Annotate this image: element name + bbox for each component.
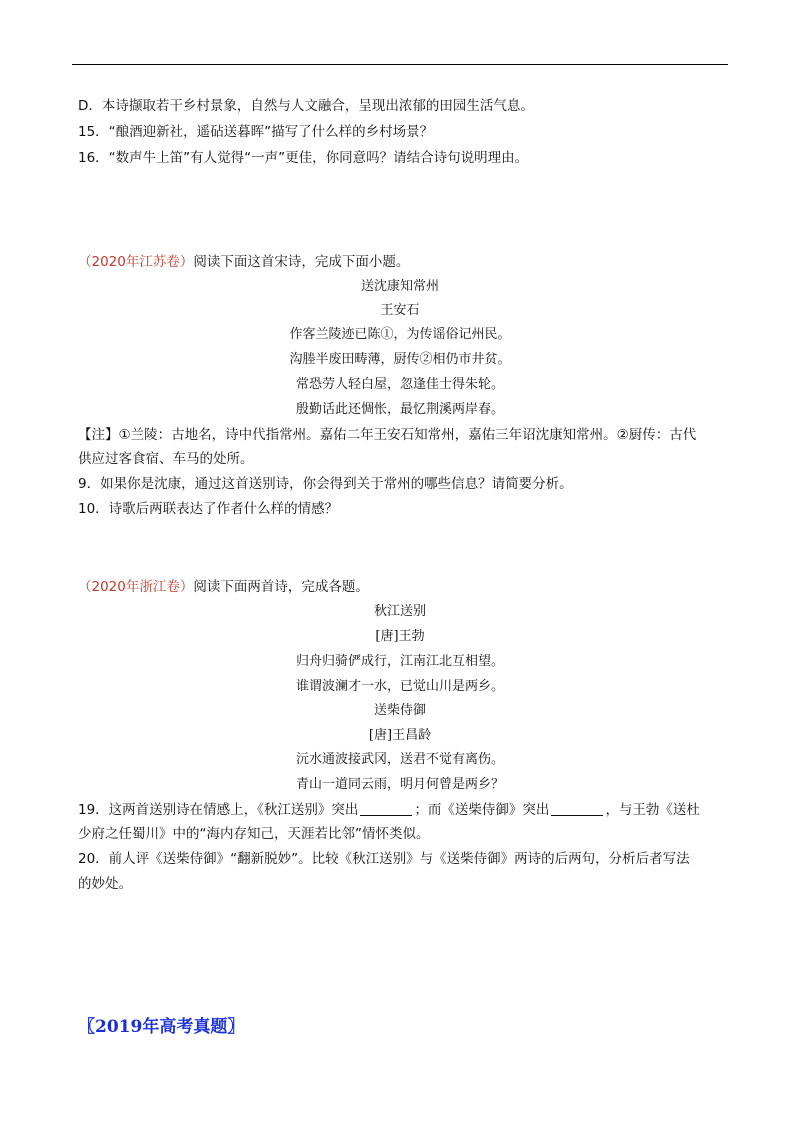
- answer-blank-2[interactable]: [551, 801, 603, 816]
- jiangsu-intro-line: [78, 250, 728, 274]
- question-20-line2: 的妙处。: [78, 876, 132, 892]
- jiangsu-poem-line: 作客兰陵迹已陈①，为传谣俗记州民。: [289, 327, 511, 342]
- poem1-title: 秋江送别: [373, 604, 426, 619]
- poem1-line: 谁谓波澜才一水，已觉山川是两乡。: [295, 679, 504, 694]
- zhejiang-intro: 阅读下面两首诗，完成各题。: [193, 579, 369, 595]
- zhejiang-intro-line: [78, 575, 728, 599]
- question-19-line1: [78, 798, 728, 822]
- header-rule: [72, 64, 728, 65]
- question-15: 15．“酿酒迎新社，遥砧送暮晖”描写了什么样的乡村场景？: [78, 124, 434, 140]
- poem2-line: 青山一道同云雨，明月何曾是两乡？: [295, 777, 504, 792]
- poem2-title: 送柴侍御: [373, 703, 426, 718]
- section-heading-2019: 〖2019年高考真题〗: [78, 1017, 245, 1037]
- q19-text-b: ；而《送柴侍御》突出: [414, 802, 550, 818]
- jiangsu-note-line2: 供应过客食宿、车马的处所。: [78, 451, 254, 467]
- poem2-author: [唐]王昌龄: [368, 728, 432, 743]
- jiangsu-source: （2020年江苏卷）: [78, 254, 194, 270]
- zhejiang-source: （2020年浙江卷）: [78, 579, 194, 595]
- option-d: D．本诗撷取若干乡村景象，自然与人文融合，呈现出浓郁的田园生活气息。: [78, 98, 534, 114]
- jiangsu-poem-title: 送沈康知常州: [360, 279, 439, 294]
- question-20-line1: 20．前人评《送柴侍御》“翻新脱妙”。比较《秋江送别》与《送柴侍御》两诗的后两句，分析后者写法: [78, 851, 690, 867]
- question-10: 10．诗歌后两联表达了作者什么样的情感？: [78, 501, 339, 517]
- answer-blank-1[interactable]: [360, 801, 412, 816]
- jiangsu-intro: 阅读下面这首宋诗，完成下面小题。: [193, 254, 410, 270]
- poem1-line: 归舟归骑俨成行，江南江北互相望。: [295, 654, 504, 669]
- jiangsu-poem-line: 常恐劳人轻白屋，忽逢佳士得朱轮。: [295, 377, 504, 392]
- q19-text-c: ，与王勃《送杜: [605, 802, 700, 818]
- question-16: 16．“数声牛上笛”有人觉得“一声”更佳，你同意吗？请结合诗句说明理由。: [78, 150, 529, 166]
- jiangsu-note-line1: 【注】①兰陵：古地名，诗中代指常州。嘉佑二年王安石知常州，嘉佑三年诏沈康知常州。②厨传：古代: [78, 427, 697, 443]
- poem1-author: [唐]王勃: [375, 629, 425, 644]
- poem2-line: 沅水通波接武冈，送君不觉有离伤。: [295, 752, 504, 767]
- jiangsu-poem-line: 沟塍半废田畴薄，厨传②相仍市井贫。: [289, 352, 511, 367]
- q19-text-a: 19．这两首送别诗在情感上，《秋江送别》突出: [78, 802, 359, 818]
- question-9: 9．如果你是沈康，通过这首送别诗，你会得到关于常州的哪些信息？请简要分析。: [78, 476, 573, 492]
- jiangsu-poem-line: 殷勤话此还惆怅，最忆荆溪两岸春。: [295, 402, 504, 417]
- question-19-line2: 少府之任蜀川》中的“海内存知己，天涯若比邻”情怀类似。: [78, 826, 430, 842]
- jiangsu-poem-author: 王安石: [380, 303, 420, 318]
